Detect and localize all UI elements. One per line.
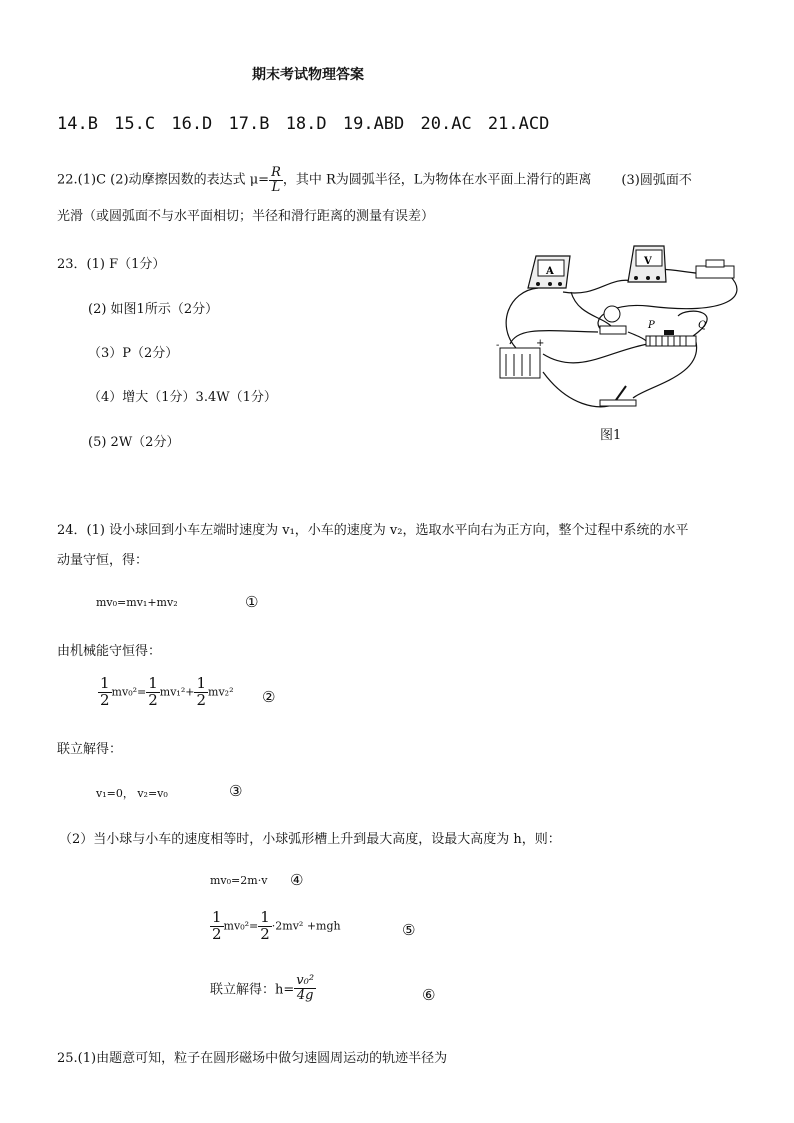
q24-line-2: 动量守恒，得： [57,553,149,568]
eq6-fraction [294,974,316,1002]
mark-4: ④ [290,871,304,889]
figure-caption: 图1 [600,428,622,443]
q23-item-4: （4）增大（1分）3.4W（1分） [88,390,277,405]
q22-text-b: ，其中 R为圆弧半径，L为物体在水平面上滑行的距离 [282,172,592,188]
q23-item-3: （3）P（2分） [88,346,179,361]
half-den: 2 [100,690,110,709]
q22-fraction [269,166,283,194]
mark-3: ③ [229,782,243,800]
half-den: 2 [212,924,222,943]
half-num: 1 [212,908,222,926]
half-num: 1 [148,674,158,692]
half-num: 1 [100,674,110,692]
voltmeter-label: V [644,256,652,267]
page-title: 期末考试物理答案 [252,67,364,83]
energy-text: 由机械能守恒得： [57,644,162,659]
mark-6: ⑥ [422,986,436,1004]
knife-switch [600,386,636,406]
eq-1: mv₀=mv₁+mv₂ [96,596,178,609]
battery-minus: - [496,340,500,351]
q22-text-c: (3)圆弧面不 [621,172,692,188]
eq5-part-b: ·2mv² +mgh [271,919,341,933]
half-den: 2 [260,924,270,943]
eq5-half-b [258,910,272,943]
mark-5: ⑤ [402,921,416,939]
q23-item-5: (5) 2W（2分） [88,435,180,450]
rheostat-p: P [648,320,655,331]
half-den: 2 [196,690,207,709]
mark-1: ① [245,593,259,611]
q23-item-2: (2) 如图1所示（2分） [88,302,219,317]
voltmeter [628,246,666,282]
small-switch [696,260,734,278]
eq2-half-a [98,676,112,709]
q22-text-a: 22.(1)C (2)动摩擦因数的表达式 μ= [57,172,270,188]
eq5-half-a [210,910,224,943]
eq-2 [98,676,233,709]
eq2-half-c [194,676,208,709]
light-bulb [600,306,626,334]
battery [496,338,544,378]
ammeter-label: A [546,266,554,277]
eq6-label: 联立解得：h= [210,982,295,998]
eq2-part-c: mv₂² [208,685,234,699]
rheostat-q: Q [698,320,707,331]
solve-text-1: 联立解得： [57,742,123,757]
q25-line-1: 25.(1)由题意可知，粒子在圆形磁场中做匀速圆周运动的轨迹半径为 [57,1051,448,1066]
circuit-figure [488,236,750,448]
eq6-num: v₀² [296,973,315,988]
eq2-part-b: mv₁²+ [159,685,195,699]
half-num: 1 [196,674,207,692]
q22-frac-num: R [271,165,281,180]
q24-line-1: 24．(1) 设小球回到小车左端时速度为 v₁，小车的速度为 v₂，选取水平向右为正方向，整个过程中系统的水平 [57,523,689,538]
eq-4: mv₀=2m·v [210,874,268,887]
q22-frac-den: L [271,179,281,195]
ammeter [528,256,570,288]
q24-part-2: （2）当小球与小车的速度相等时，小球弧形槽上升到最大高度，设最大高度为 h，则： [59,832,561,847]
q22-line-2: 光滑（或圆弧面不与水平面相切；半径和滑行距离的测量有误差） [57,209,435,224]
multiple-choice-answers: 14.B 15.C 16.D 17.B 18.D 19.ABD 20.AC 21.ACD [57,114,550,134]
q23-item-1: 23．(1) F（1分） [57,257,166,272]
q22-line-1 [57,166,692,194]
eq-3: v₁=0， v₂=v₀ [96,787,168,800]
mark-2: ② [262,688,276,706]
eq-5 [210,910,341,943]
half-num: 1 [260,908,270,926]
battery-plus: + [536,338,545,349]
half-den: 2 [148,690,158,709]
eq2-part-a: mv₀²= [111,685,147,699]
eq5-part-a: mv₀²= [223,919,259,933]
eq6-den: 4g [296,987,314,1003]
eq2-half-b [146,676,160,709]
eq-6 [210,974,316,1002]
